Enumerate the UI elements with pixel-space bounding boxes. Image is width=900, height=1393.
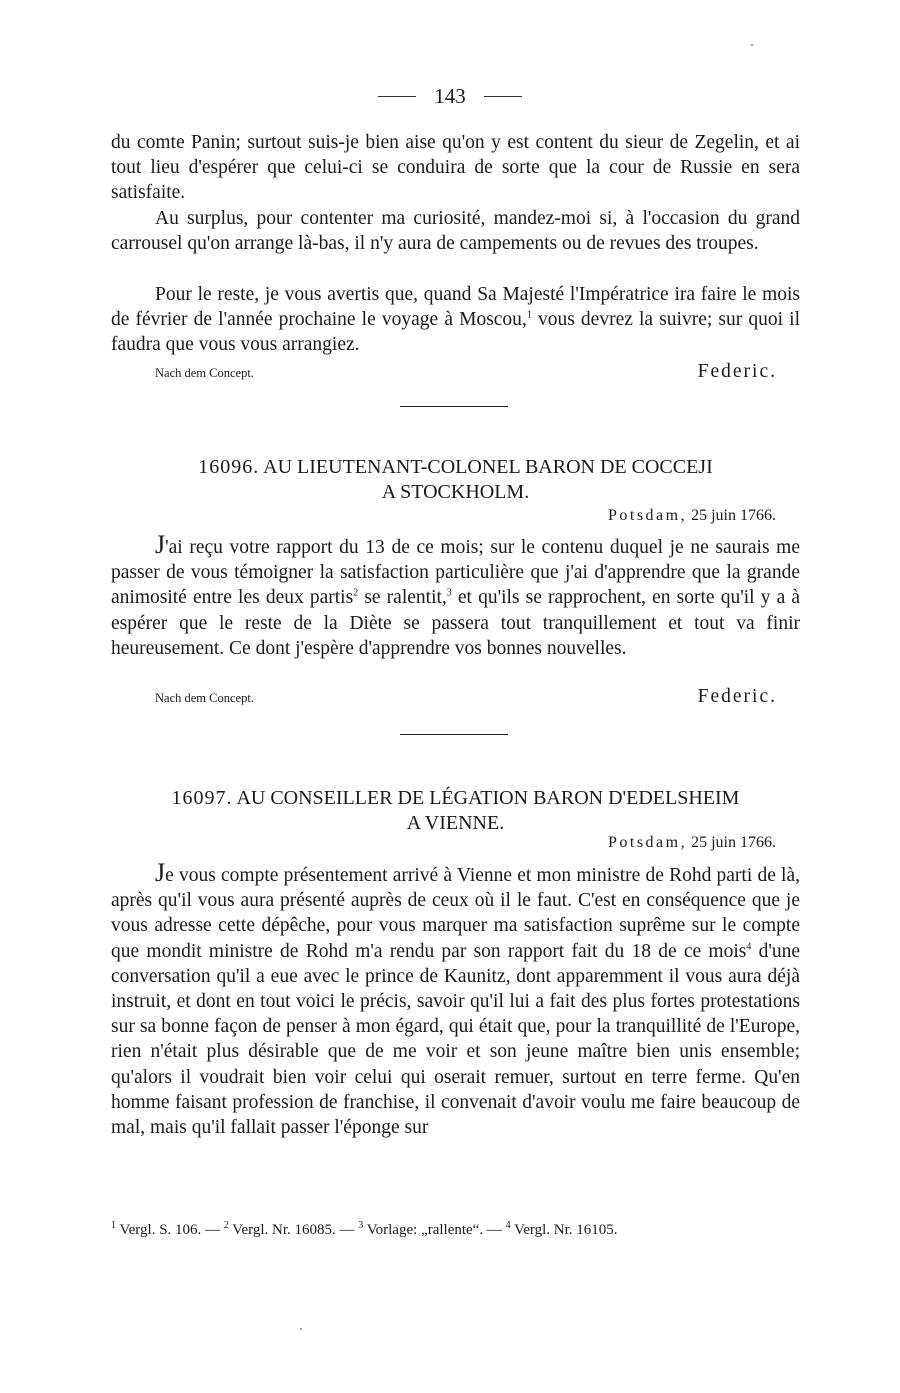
recipient-location: A VIENNE. — [406, 812, 505, 834]
prev-letter-paragraph-3-end: vous devrez la suivre; sur quoi il faudra que vous vous arrangiez. — [111, 309, 801, 356]
concept-note: Nach dem Concept. — [155, 366, 254, 380]
heading-line-1 — [111, 455, 800, 480]
prev-letter-closing — [155, 361, 777, 383]
section-divider — [400, 406, 508, 407]
prev-letter-paragraph-3-text: Pour le reste, je vous avertis que, quand Sa Majesté l'Impératrice ira faire le mois de février de l'année prochaine le voyage à Moscou, — [111, 284, 800, 331]
letter-heading-16097 — [111, 786, 800, 836]
footnote-text: Vergl. Nr. 16105. — [514, 1222, 618, 1238]
paper-speck — [300, 1328, 302, 1330]
section-divider — [400, 734, 508, 735]
footnote-1 — [111, 1222, 220, 1238]
letter-closing-16096 — [155, 686, 777, 708]
dateline-16096 — [608, 507, 776, 525]
prev-letter-paragraph-1: du comte Panin; surtout suis-je bien aise qu'on y est content du sieur de Zegelin, et ai tout lieu d'espérer que celui-ci se conduira de sorte que la cour de Russie en sera satisfaite. — [111, 132, 800, 204]
body-text-a: 'ai reçu votre rapport du 13 de ce mois; sur le contenu duquel je ne saurais me passer de vous témoigner la satisfaction particulière que j'ai d'apprendre que la grande animosité entre les deux partis — [111, 537, 800, 609]
prev-letter-paragraph-2: Au surplus, pour contenter ma curiosité, mandez-moi si, à l'occasion du grand carrousel qu'on arrange là-bas, il n'y aura de campements ou de revues des troupes. — [111, 208, 800, 255]
heading-line-1 — [111, 786, 800, 811]
footnote-mark: 2 — [223, 1220, 229, 1231]
page-number: 143 — [434, 84, 466, 108]
letter-body-16096 — [111, 532, 800, 661]
body-text-b: d'une conversation qu'il a eue avec le prince de Kaunitz, dont apparemment il vous aura déjà instruit, et dont en tout voici le précis, savoir qu'il lui a fait des plus fortes protestations sur sa bonne façon de penser à mon égard, qui était que, pour la tranquillité de l'Europe, rien n'était plus désirable que de me voir et son jeune maître bien unis ensemble; qu'alors il voudrait bien voir celui qui oserait remuer, surtout en terre ferme. Qu'en homme faisant profession de franchise, il convenait d'avoir voulu me faire beaucoup de mal, mais qu'il fallait passer l'éponge sur — [111, 940, 800, 1139]
letter-body-16097 — [111, 860, 800, 1140]
recipient-location: A STOCKHOLM. — [381, 481, 530, 503]
dateline-place: Potsdam, — [607, 507, 688, 524]
footnotes — [111, 1220, 800, 1241]
body-text-a: e vous compte présentement arrivé à Vienne et mon ministre de Rohd parti de là, après qu'il vous aura présenté auprès de ceux où il le faut. C'est en conséquence que je vous adresse cette dépêche, pour vous marquer ma satisfaction suprême sur le compte que mondit ministre de Rohd m'a rendu par son rapport fait du 18 de ce mois — [111, 865, 800, 962]
header-dash-right — [484, 96, 522, 97]
recipient: AU CONSEILLER DE LÉGATION BARON D'EDELSHEIM — [236, 787, 740, 809]
signature: Federic. — [697, 686, 777, 707]
footnote-ref-4: 4 — [746, 941, 752, 953]
signature: Federic. — [697, 361, 777, 382]
page-header — [0, 84, 900, 109]
footnote-3 — [358, 1222, 502, 1238]
footnote-4 — [506, 1222, 618, 1238]
footnote-mark: 1 — [111, 1220, 116, 1231]
dateline-date: 25 juin 1766. — [691, 834, 776, 851]
footnote-2 — [224, 1222, 355, 1238]
footnote-mark: 4 — [505, 1220, 511, 1231]
dateline-16097 — [608, 834, 776, 852]
footnote-ref-1: 1 — [526, 309, 532, 321]
footnote-mark: 3 — [358, 1220, 364, 1231]
concept-note: Nach dem Concept. — [155, 691, 254, 705]
paper-speck — [751, 44, 753, 46]
footnote-text: Vorlage: „rallente“. — — [366, 1222, 502, 1238]
dateline-place: Potsdam, — [607, 834, 688, 851]
dropcap: J — [155, 530, 166, 559]
footnote-text: Vergl. Nr. 16085. — — [232, 1222, 355, 1238]
footnote-ref-2: 2 — [353, 587, 359, 599]
footnote-ref-3: 3 — [446, 587, 452, 599]
dateline-date: 25 juin 1766. — [691, 507, 776, 524]
header-dash-left — [378, 96, 416, 97]
letter-heading-16096 — [111, 455, 800, 505]
body-text-b: se ralentit, — [364, 587, 447, 609]
dropcap: J — [155, 858, 166, 887]
letter-number: 16097. — [171, 787, 233, 809]
footnote-text: Vergl. S. 106. — — [119, 1222, 221, 1238]
letter-number: 16096. — [198, 456, 260, 478]
body-text-c: et qu'ils se rapprochent, en sorte qu'il y a à espérer que le reste de la Diète se passera tout tranquillement et tout va finir heureusement. Ce dont j'espère d'apprendre vos bonnes nouvelles. — [111, 587, 800, 659]
recipient: AU LIEUTENANT-COLONEL BARON DE COCCEJI — [263, 456, 713, 478]
prev-letter-paragraph-3 — [111, 282, 800, 358]
